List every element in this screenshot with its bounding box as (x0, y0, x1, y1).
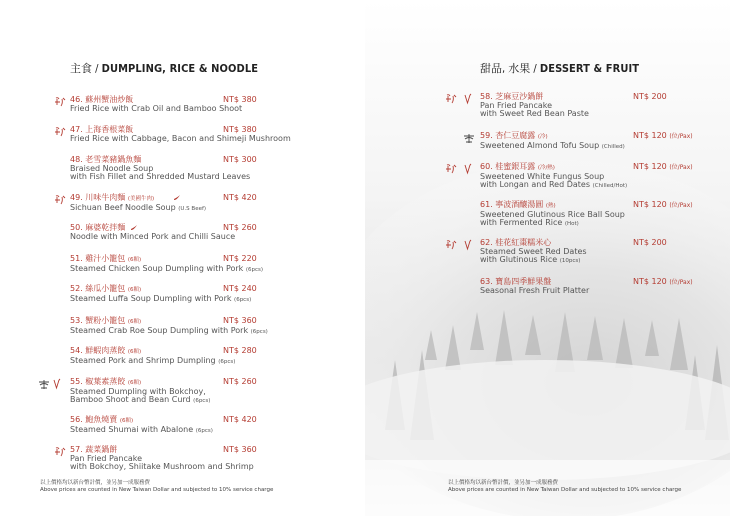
item-desc: Steamed Chicken Soup Dumpling with Pork (70, 263, 244, 273)
heading-zh: 主食 / (70, 62, 102, 75)
item-desc: Braised Noodle Soup (70, 163, 154, 173)
menu-item-62 (480, 239, 710, 266)
item-price: NT$ 240 (223, 284, 257, 293)
item-desc: Fried Rice with Crab Oil and Bamboo Shoot (70, 103, 243, 113)
item-unit: (位/Pax) (669, 133, 693, 140)
item-unit: (位/Pax) (669, 202, 693, 209)
item-price: NT$ 420 (223, 193, 257, 202)
heading-en: DUMPLING, RICE & NOODLE (101, 62, 259, 75)
item-title: 47. 上海香根菜飯 (70, 125, 134, 134)
vegetarian-icon (38, 378, 66, 392)
section-heading-dumpling (70, 60, 258, 76)
item-desc-note: (6pcs) (193, 398, 211, 405)
menu-item-60 (480, 163, 710, 191)
item-price: NT$ 120 (633, 162, 667, 171)
item-tag: (6顆) (127, 257, 142, 263)
item-desc-note: (10pcs) (559, 258, 581, 265)
item-price: NT$ 260 (223, 377, 257, 386)
heading-en: DESSERT & FRUIT (539, 62, 640, 75)
item-title: 58. 芝麻豆沙鍋餅 (480, 92, 544, 101)
item-title: 52. 絲瓜小籠包 (70, 284, 126, 293)
item-desc: Steamed Pork and Shrimp Dumpling (70, 355, 216, 365)
item-price: NT$ 280 (223, 346, 257, 355)
item-tag: (6顆) (119, 418, 134, 424)
item-title: 62. 桂花紅棗糯米心 (480, 238, 552, 247)
item-price: NT$ 120 (633, 131, 667, 140)
menu-item-48 (70, 156, 280, 182)
footnote-en: Above prices are counted in New Taiwan Dollar and subjected to 10% service charge (448, 487, 682, 493)
item-tag: (6顆) (127, 380, 142, 386)
item-title: 55. 椒葉素蒸餃 (70, 377, 126, 386)
item-desc: Pan Fried Pancake (480, 100, 553, 110)
vegetarian-icon (463, 132, 477, 146)
menu-item-63 (480, 278, 710, 295)
item-price: NT$ 360 (223, 445, 257, 454)
menu-item-47 (70, 125, 291, 143)
item-price: NT$ 220 (223, 254, 257, 263)
item-title: 50. 麻婆乾拌麵 (70, 223, 126, 232)
item-desc: Steamed Dumpling with Bokchoy, (70, 386, 206, 396)
item-price: NT$ 120 (633, 200, 667, 209)
heading-zh: 甜品, 水果 / (480, 62, 540, 75)
menu-item-59 (480, 132, 710, 151)
item-desc-note: (Chilled) (601, 143, 625, 150)
price-footnote (40, 480, 273, 494)
item-title: 63. 寶島四季鮮果盤 (480, 277, 552, 286)
item-desc: with Fermented Rice (480, 218, 563, 228)
item-tag: (冷) (537, 134, 548, 140)
menu-item-54 (70, 347, 280, 366)
item-desc: with Bokchoy, Shiitake Mushroom and Shrimp (70, 462, 254, 472)
item-desc-note: (Hot) (564, 221, 579, 228)
item-desc: Sweetened Almond Tofu Soup (480, 140, 600, 150)
chef-veg-icon (445, 239, 479, 253)
footnote-zh: 以上價格均以新台幣計價，並另加一成服務費 (40, 480, 151, 486)
item-desc: Noodle with Minced Pork and Chilli Sauce (70, 231, 236, 241)
item-price: NT$ 380 (223, 125, 257, 134)
menu-item-53 (70, 317, 280, 336)
chef-veg-icon (445, 93, 479, 107)
footnote-zh: 以上價格均以新台幣計價，並另加一成服務費 (448, 480, 559, 486)
chef-recommend-icon (54, 446, 68, 460)
item-title: 48. 老雪菜豬鍋魚麵 (70, 155, 142, 164)
menu-item-61 (480, 201, 710, 229)
item-price: NT$ 380 (223, 95, 257, 104)
chef-recommend-icon (54, 96, 68, 110)
item-price: NT$ 360 (223, 316, 257, 325)
menu-item-52 (70, 285, 280, 304)
item-desc: with Fish Fillet and Shredded Mustard Leaves (70, 172, 251, 182)
item-desc-note: (6pcs) (245, 266, 264, 273)
menu-item-46 (70, 96, 280, 113)
item-title: 61. 寧波酒釀湯圓 (480, 200, 544, 209)
menu-item-56 (70, 416, 280, 435)
item-desc: Steamed Shumai with Abalone (70, 424, 194, 434)
item-desc: with Glutinous Rice (480, 255, 558, 265)
item-desc: Sweetened White Fungus Soup (480, 171, 605, 181)
item-tag: (美國牛肉) (127, 196, 155, 202)
item-desc-note: (Chilled/Hot) (592, 183, 628, 190)
item-title: 56. 鮑魚燒賣 (70, 415, 118, 424)
item-price: NT$ 300 (223, 155, 257, 164)
footnote-en: Above prices are counted in New Taiwan Dollar and subjected to 10% service charge (40, 487, 274, 493)
item-price: NT$ 420 (223, 415, 257, 424)
item-title: 59. 杏仁豆腐露 (480, 131, 536, 140)
item-tag: (6顆) (127, 349, 142, 355)
item-title: 54. 鮮蝦肉蒸餃 (70, 346, 126, 355)
item-title: 51. 雞汁小籠包 (70, 254, 126, 263)
item-desc: Steamed Sweet Red Dates (480, 246, 587, 256)
item-unit: (位/Pax) (669, 279, 693, 286)
item-price: NT$ 260 (223, 223, 257, 232)
item-title: 46. 蘇州蟹油炒飯 (70, 95, 134, 104)
chili-pepper-icon (130, 224, 138, 235)
chili-pepper-icon (173, 194, 181, 205)
right-page (365, 0, 730, 516)
item-desc: Fried Rice with Cabbage, Bacon and Shimeji Mushroom (70, 133, 291, 143)
item-desc: Pan Fried Pancake (70, 453, 143, 463)
chef-recommend-icon (54, 126, 68, 140)
menu-item-50 (70, 224, 280, 241)
item-desc-note: (6pcs) (218, 358, 236, 365)
item-tag: (冷/熱) (537, 165, 555, 171)
item-desc-note: (6pcs) (195, 427, 213, 434)
item-title: 49. 川味牛肉麵 (70, 193, 126, 202)
item-desc: Bamboo Shoot and Bean Curd (70, 395, 191, 405)
price-footnote (448, 480, 681, 494)
item-desc: Steamed Luffa Soup Dumpling with Pork (70, 293, 232, 303)
section-heading-dessert (480, 60, 639, 76)
item-desc: Steamed Crab Roe Soup Dumpling with Pork (70, 325, 249, 335)
item-desc: Sweetened Glutinous Rice Ball Soup (480, 209, 625, 219)
item-price: NT$ 200 (633, 92, 667, 101)
item-desc-note: (6pcs) (250, 328, 268, 335)
item-title: 57. 蔬菜鍋餅 (70, 445, 118, 454)
chef-recommend-icon (54, 194, 68, 208)
menu-item-58 (480, 93, 710, 119)
item-desc-note: (U.S Beef) (178, 205, 207, 212)
menu-item-51 (70, 255, 280, 274)
item-unit: (位/Pax) (669, 164, 693, 171)
menu-item-49 (70, 194, 280, 213)
item-tag: (熱) (545, 203, 556, 209)
item-desc: Seasonal Fresh Fruit Platter (480, 285, 590, 295)
item-price: NT$ 200 (633, 238, 667, 247)
item-desc: with Longan and Red Dates (480, 180, 591, 190)
chef-veg-icon (445, 163, 479, 177)
item-tag: (6顆) (127, 287, 142, 293)
item-desc-note: (6pcs) (234, 296, 252, 303)
item-title: 60. 桂蜜銀耳露 (480, 162, 536, 171)
item-title: 53. 蟹粉小籠包 (70, 316, 126, 325)
item-desc: with Sweet Red Bean Paste (480, 109, 589, 119)
item-desc: Sichuan Beef Noodle Soup (70, 202, 176, 212)
item-tag: (6顆) (127, 319, 142, 325)
item-price: NT$ 120 (633, 277, 667, 286)
menu-item-57 (70, 446, 280, 472)
menu-item-55 (70, 378, 280, 406)
